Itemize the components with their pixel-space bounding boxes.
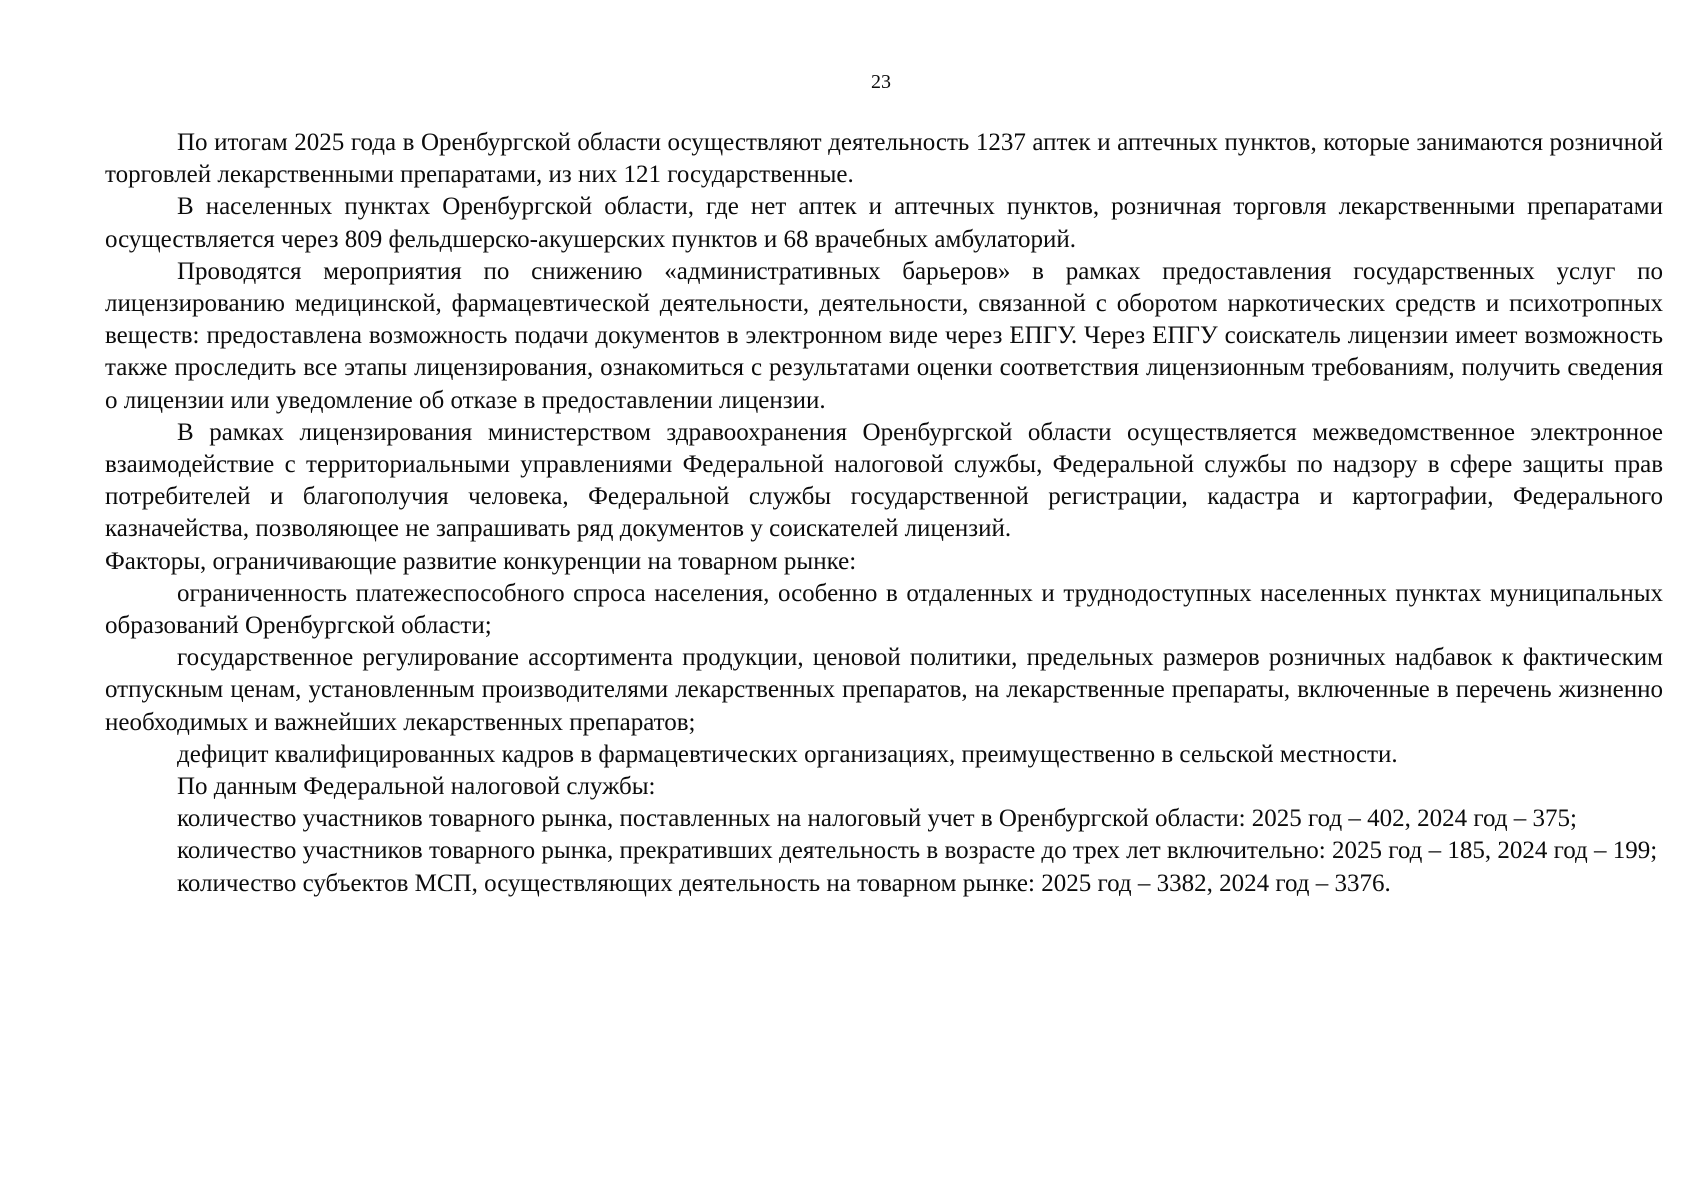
list-item-limited-demand: ограниченность платежеспособного спроса населения, особенно в отдаленных и труднодоступных населенных пунктах муниципальных образований Оренбургской области; <box>105 579 1663 640</box>
list-item-sme-count: количество субъектов МСП, осуществляющих деятельность на товарном рынке: 2025 год – 3382, 2024 год – 3376. <box>177 869 1391 897</box>
paragraph-interagency-interaction: В рамках лицензирования министерством здравоохранения Оренбургской области осуществляется межведомственное электронное взаимодействие с территориальными управлениями Федеральной налоговой службы, Федеральной службы по надзору в сфере защиты прав потребителей и благополучия человека, Федеральной службы государственной регистрации, кадастра и картографии, Федерального казначейства, позволяющее не запрашивать ряд документов у соискателей лицензий. <box>105 418 1663 543</box>
paragraph-admin-barriers: Проводятся мероприятия по снижению «административных барьеров» в рамках предоставления государственных услуг по лицензированию медицинской, фармацевтической деятельности, деятельности, связанной с оборотом наркотических средств и психотропных веществ: предоставлена возможность подачи документов в электронном виде через ЕПГУ. Через ЕПГУ соискатель лицензии имеет возможность также проследить все этапы лицензирования, ознакомиться с результатами оценки соответствия лицензионным требованиям, получить сведения о лицензии или уведомление об отказе в предоставлении лицензии. <box>105 257 1663 414</box>
paragraph-pharmacies-count: По итогам 2025 года в Оренбургской области осуществляют деятельность 1237 аптек и аптечных пунктов, которые занимаются розничной торговлей лекарственными препаратами, из них 121 государственные. <box>105 129 1663 189</box>
paragraph-limiting-factors-heading: Факторы, ограничивающие развитие конкуренции на товарном рынке: <box>105 547 857 575</box>
list-item-state-regulation: государственное регулирование ассортимента продукции, ценовой политики, предельных размеров розничных надбавок к фактическим отпускным ценам, установленным производителями лекарственных препаратов, на лекарственные препараты, включенные в перечень жизненно необходимых и важнейших лекарственных препаратов; <box>105 644 1663 736</box>
list-item-registered-participants: количество участников товарного рынка, поставленных на налоговый учет в Оренбургской области: 2025 год – 402, 2024 год – 375; <box>177 805 1577 833</box>
paragraph-tax-service-heading: По данным Федеральной налоговой службы: <box>177 773 656 801</box>
list-item-staff-deficit: дефицит квалифицированных кадров в фармацевтических организациях, преимущественно в сельской местности. <box>177 740 1398 768</box>
list-item-ceased-participants: количество участников товарного рынка, прекративших деятельность в возрасте до трех лет включительно: 2025 год – 185, 2024 год – 199; <box>177 837 1658 865</box>
page-number: 23 <box>871 71 891 93</box>
document-body <box>105 127 1663 900</box>
paragraph-rural-retail: В населенных пунктах Оренбургской области, где нет аптек и аптечных пунктов, розничная торговля лекарственными препаратами осуществляется через 809 фельдшерско-акушерских пунктов и 68 врачебных амбулаторий. <box>105 193 1663 253</box>
